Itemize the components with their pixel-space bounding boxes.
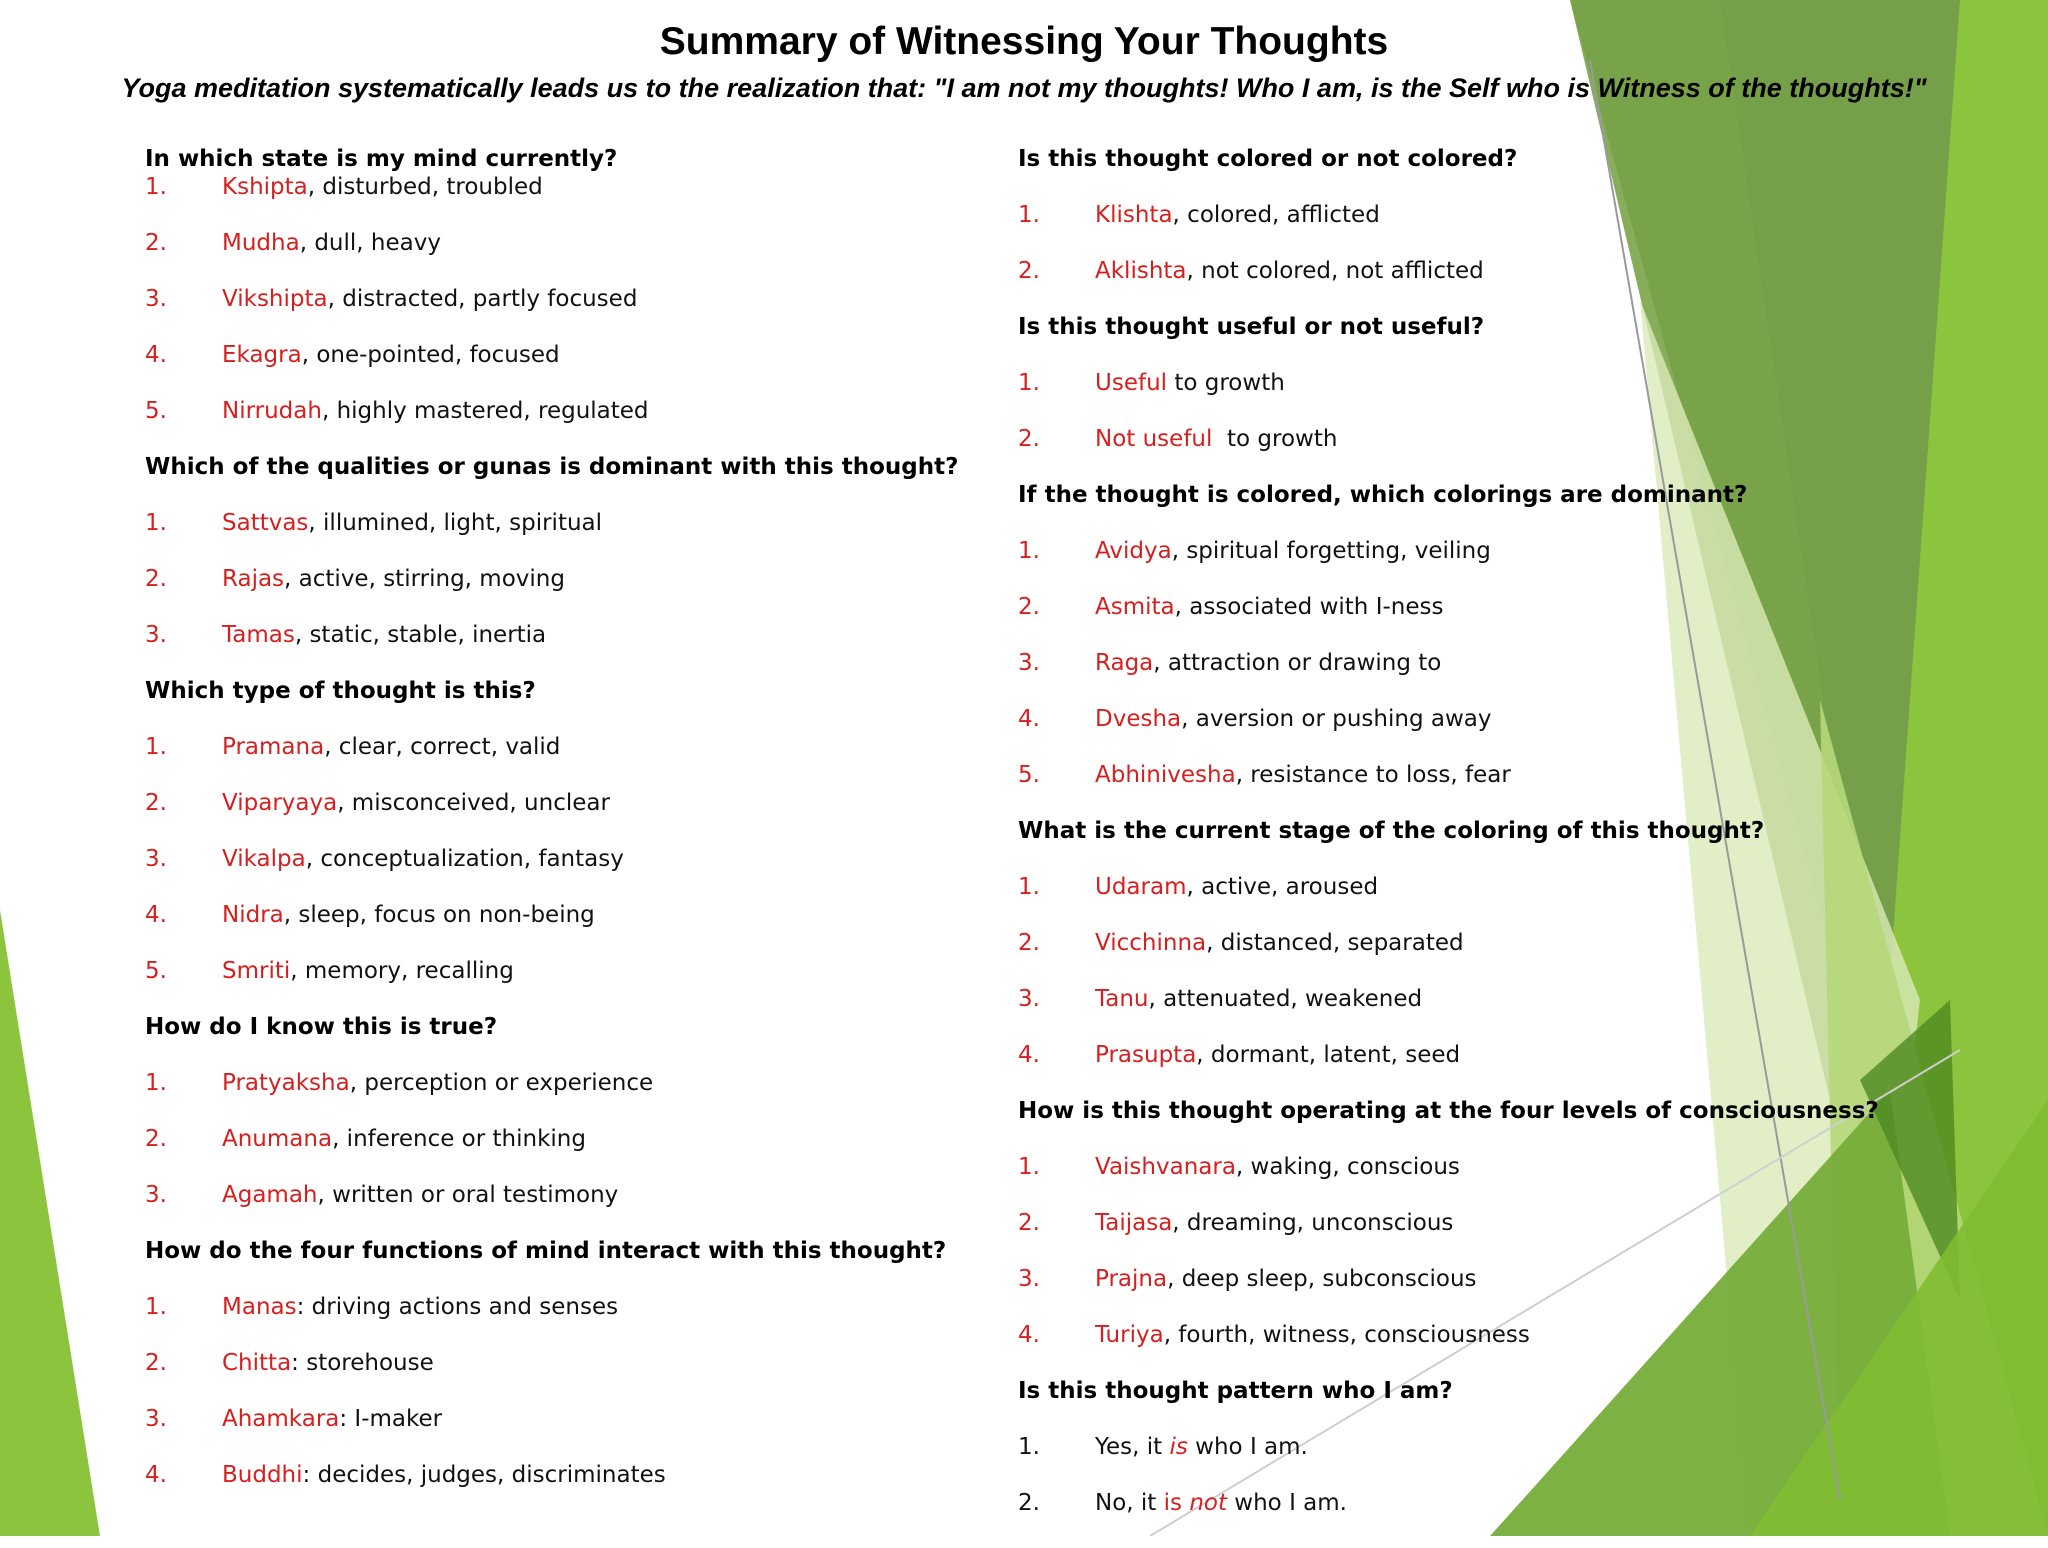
item-number: 4. xyxy=(1018,706,1040,732)
item-text xyxy=(1095,540,1491,563)
item-term: Kshipta xyxy=(222,174,308,200)
list-item xyxy=(145,1184,1145,1240)
item-number: 4. xyxy=(1018,1322,1040,1348)
item-term: Prajna xyxy=(1095,1266,1168,1292)
list-item xyxy=(145,1408,1145,1464)
list-item xyxy=(1018,708,2018,764)
item-description: , disturbed, troubled xyxy=(307,174,543,200)
item-term: Turiya xyxy=(1095,1322,1164,1348)
item-number: 1. xyxy=(1018,370,1040,396)
item-term: Manas xyxy=(222,1294,297,1320)
list-item xyxy=(1018,1212,2018,1268)
item-text xyxy=(222,1128,586,1151)
item-text xyxy=(1095,932,1464,955)
item-description: , illumined, light, spiritual xyxy=(308,510,603,536)
item-number: 2. xyxy=(1018,594,1040,620)
item-number: 1. xyxy=(1018,202,1040,228)
item-number: 3. xyxy=(145,1182,167,1208)
list-item xyxy=(145,568,1145,624)
item-term: Avidya xyxy=(1095,538,1172,564)
item-term: Raga xyxy=(1095,650,1154,676)
list-item xyxy=(1018,596,2018,652)
item-term: Ekagra xyxy=(222,342,302,368)
section-mind-functions xyxy=(145,1240,1145,1520)
item-text xyxy=(222,1296,618,1319)
item-number: 2. xyxy=(1018,258,1040,284)
item-term: Buddhi xyxy=(222,1462,303,1488)
item-number: 2. xyxy=(1018,930,1040,956)
list-item xyxy=(145,1296,1145,1352)
list-item xyxy=(145,1072,1145,1128)
list-item xyxy=(1018,988,2018,1044)
item-emphasis-italic: not xyxy=(1189,1490,1227,1516)
item-text xyxy=(1095,1492,1347,1515)
item-number: 2. xyxy=(1018,1490,1040,1516)
item-term: Vikalpa xyxy=(222,846,306,872)
item-number: 2. xyxy=(145,1350,167,1376)
section-heading: If the thought is colored, which colorings are dominant? xyxy=(1018,482,1748,508)
list-item xyxy=(1018,1324,2018,1380)
section-heading: How do the four functions of mind interact with this thought? xyxy=(145,1238,947,1264)
section-heading: Which of the qualities or gunas is dominant with this thought? xyxy=(145,454,959,480)
item-text xyxy=(1095,988,1422,1011)
list-item xyxy=(145,1128,1145,1184)
item-term: Abhinivesha xyxy=(1095,762,1236,788)
item-number: 1. xyxy=(1018,1154,1040,1180)
item-text xyxy=(1095,260,1484,283)
item-description: , sleep, focus on non-being xyxy=(283,902,595,928)
item-text xyxy=(222,1072,653,1095)
list-item xyxy=(1018,876,2018,932)
item-text xyxy=(1095,1324,1530,1347)
section-who-i-am xyxy=(1018,1380,2018,1548)
item-text xyxy=(1095,876,1378,899)
item-number: 5. xyxy=(1018,762,1040,788)
item-description: , waking, conscious xyxy=(1235,1154,1460,1180)
item-description: , not colored, not afflicted xyxy=(1186,258,1484,284)
list-item xyxy=(145,960,1145,1016)
item-description: : storehouse xyxy=(291,1350,434,1376)
item-number: 2. xyxy=(145,566,167,592)
item-description: , colored, afflicted xyxy=(1172,202,1380,228)
item-text xyxy=(1095,1044,1460,1067)
item-term: Viparyaya xyxy=(222,790,338,816)
item-description: , fourth, witness, consciousness xyxy=(1163,1322,1530,1348)
item-description: , dull, heavy xyxy=(299,230,441,256)
list-item xyxy=(1018,204,2018,260)
item-description: , one-pointed, focused xyxy=(301,342,560,368)
item-term: Anumana xyxy=(222,1126,333,1152)
item-number: 3. xyxy=(1018,986,1040,1012)
item-description: , written or oral testimony xyxy=(317,1182,619,1208)
section-heading: Is this thought colored or not colored? xyxy=(1018,146,1518,172)
item-term: Tamas xyxy=(222,622,295,648)
item-description: , attenuated, weakened xyxy=(1148,986,1423,1012)
item-number: 3. xyxy=(145,622,167,648)
item-number: 1. xyxy=(145,1294,167,1320)
item-number: 3. xyxy=(145,846,167,872)
item-term: Prasupta xyxy=(1095,1042,1197,1068)
item-text xyxy=(222,1408,442,1431)
item-text xyxy=(1095,1268,1477,1291)
item-description: , dormant, latent, seed xyxy=(1196,1042,1461,1068)
item-term: Agamah xyxy=(222,1182,318,1208)
list-item xyxy=(145,1464,1145,1520)
section-heading: Which type of thought is this? xyxy=(145,678,536,704)
list-item xyxy=(145,624,1145,680)
item-description: , static, stable, inertia xyxy=(294,622,547,648)
item-text xyxy=(1095,1436,1308,1459)
item-number: 1. xyxy=(1018,538,1040,564)
list-item xyxy=(1018,260,2018,316)
page-subtitle: Yoga meditation systematically leads us to the realization that: "I am not my thoughts! Who I am, is the Self who is Witness of the thoughts!" xyxy=(121,73,1927,103)
section-heading: In which state is my mind currently? xyxy=(145,146,618,172)
item-term: Pramana xyxy=(222,734,325,760)
right-column xyxy=(1018,148,2018,1548)
list-item xyxy=(145,344,1145,400)
item-term: Dvesha xyxy=(1095,706,1182,732)
list-item xyxy=(1018,932,2018,988)
item-term: Vaishvanara xyxy=(1095,1154,1236,1180)
list-item xyxy=(145,736,1145,792)
section-colorings xyxy=(1018,484,2018,820)
item-text xyxy=(222,344,560,367)
section-thought-type xyxy=(145,680,1145,1016)
item-term: Klishta xyxy=(1095,202,1173,228)
item-number: 4. xyxy=(145,342,167,368)
list-item xyxy=(145,1352,1145,1408)
item-description: : decides, judges, discriminates xyxy=(302,1462,666,1488)
item-text xyxy=(222,624,546,647)
item-number: 2. xyxy=(145,790,167,816)
item-text xyxy=(222,568,565,591)
item-term: Smriti xyxy=(222,958,291,984)
item-number: 2. xyxy=(145,1126,167,1152)
section-heading: How is this thought operating at the four levels of consciousness? xyxy=(1018,1098,1879,1124)
item-number: 1. xyxy=(1018,1434,1040,1460)
item-description: to growth xyxy=(1167,370,1285,396)
item-text-part: Yes, it xyxy=(1095,1434,1170,1460)
item-number: 5. xyxy=(145,958,167,984)
item-description: : driving actions and senses xyxy=(296,1294,619,1320)
item-number: 1. xyxy=(1018,874,1040,900)
item-number: 1. xyxy=(145,1070,167,1096)
item-description: , misconceived, unclear xyxy=(337,790,610,816)
section-heading: Is this thought pattern who I am? xyxy=(1018,1378,1453,1404)
item-term: Chitta xyxy=(222,1350,292,1376)
item-description: , memory, recalling xyxy=(290,958,514,984)
list-item xyxy=(145,512,1145,568)
item-description: , deep sleep, subconscious xyxy=(1167,1266,1477,1292)
item-number: 4. xyxy=(145,902,167,928)
item-term: Useful xyxy=(1095,370,1168,396)
item-text xyxy=(222,1184,618,1207)
section-heading: Is this thought useful or not useful? xyxy=(1018,314,1485,340)
item-description: : I-maker xyxy=(339,1406,443,1432)
section-useful xyxy=(1018,316,2018,484)
item-description: , conceptualization, fantasy xyxy=(305,846,624,872)
item-description: , clear, correct, valid xyxy=(324,734,561,760)
list-item xyxy=(145,288,1145,344)
item-text xyxy=(222,848,624,871)
item-text-part: who I am. xyxy=(1226,1490,1347,1516)
item-text xyxy=(1095,204,1380,227)
item-text xyxy=(222,736,560,759)
item-number: 2. xyxy=(145,230,167,256)
item-text xyxy=(222,960,514,983)
list-item xyxy=(1018,764,2018,820)
item-text xyxy=(1095,1156,1460,1179)
item-text xyxy=(222,176,543,199)
item-text xyxy=(222,904,595,927)
item-description: , perception or experience xyxy=(349,1070,654,1096)
item-text xyxy=(222,1464,666,1487)
list-item xyxy=(145,232,1145,288)
list-item xyxy=(145,400,1145,456)
item-description: , spiritual forgetting, veiling xyxy=(1171,538,1491,564)
item-description: , resistance to loss, fear xyxy=(1235,762,1511,788)
item-text xyxy=(222,232,441,255)
item-term: Vicchinna xyxy=(1095,930,1207,956)
item-term: Mudha xyxy=(222,230,300,256)
item-term: Asmita xyxy=(1095,594,1175,620)
list-item xyxy=(1018,1044,2018,1100)
item-number: 3. xyxy=(1018,1266,1040,1292)
list-item xyxy=(1018,540,2018,596)
item-term: Vikshipta xyxy=(222,286,328,312)
section-knowing-truth xyxy=(145,1016,1145,1240)
item-term: Nidra xyxy=(222,902,284,928)
item-term: Sattvas xyxy=(222,510,309,536)
item-number: 4. xyxy=(145,1462,167,1488)
list-item xyxy=(145,904,1145,960)
item-text-part: who I am. xyxy=(1187,1434,1308,1460)
list-item xyxy=(145,848,1145,904)
item-text-part: No, it xyxy=(1095,1490,1164,1516)
section-colored xyxy=(1018,148,2018,316)
item-description: , associated with I-ness xyxy=(1174,594,1444,620)
item-description: , highly mastered, regulated xyxy=(321,398,649,424)
page-title: Summary of Witnessing Your Thoughts xyxy=(659,20,1389,63)
item-text xyxy=(222,792,610,815)
item-description: , aversion or pushing away xyxy=(1181,706,1492,732)
item-number: 1. xyxy=(145,510,167,536)
item-number: 3. xyxy=(145,1406,167,1432)
section-mind-state xyxy=(145,148,1145,456)
item-term: Not useful xyxy=(1095,426,1213,452)
list-item xyxy=(1018,1436,2018,1492)
item-number: 5. xyxy=(145,398,167,424)
item-emphasis: is xyxy=(1163,1490,1190,1516)
item-number: 2. xyxy=(1018,426,1040,452)
item-number: 1. xyxy=(145,174,167,200)
item-text xyxy=(222,1352,434,1375)
item-number: 1. xyxy=(145,734,167,760)
item-term: Pratyaksha xyxy=(222,1070,350,1096)
section-consciousness-levels xyxy=(1018,1100,2018,1380)
section-heading: What is the current stage of the coloring of this thought? xyxy=(1018,818,1765,844)
item-text xyxy=(1095,764,1511,787)
item-number: 2. xyxy=(1018,1210,1040,1236)
list-item xyxy=(145,176,1145,232)
item-description: to growth xyxy=(1212,426,1338,452)
left-column xyxy=(145,148,1145,1520)
item-number: 3. xyxy=(1018,650,1040,676)
item-term: Rajas xyxy=(222,566,285,592)
item-description: , active, aroused xyxy=(1186,874,1379,900)
section-heading: How do I know this is true? xyxy=(145,1014,498,1040)
item-text xyxy=(222,512,602,535)
item-number: 4. xyxy=(1018,1042,1040,1068)
item-description: , attraction or drawing to xyxy=(1153,650,1442,676)
item-description: , active, stirring, moving xyxy=(284,566,565,592)
item-text xyxy=(1095,596,1443,619)
item-text xyxy=(1095,428,1337,451)
item-text xyxy=(1095,652,1441,675)
item-term: Tanu xyxy=(1095,986,1149,1012)
section-gunas xyxy=(145,456,1145,680)
item-description: , inference or thinking xyxy=(332,1126,586,1152)
green-facet-left xyxy=(0,910,100,1536)
item-term: Udaram xyxy=(1095,874,1187,900)
item-description: , distracted, partly focused xyxy=(327,286,638,312)
list-item xyxy=(145,792,1145,848)
item-text xyxy=(222,400,649,423)
list-item xyxy=(1018,652,2018,708)
item-term: Taijasa xyxy=(1095,1210,1173,1236)
item-text xyxy=(222,288,637,311)
item-term: Ahamkara xyxy=(222,1406,340,1432)
item-text xyxy=(1095,1212,1453,1235)
item-text xyxy=(1095,708,1491,731)
list-item xyxy=(1018,1492,2018,1548)
list-item xyxy=(1018,372,2018,428)
section-coloring-stage xyxy=(1018,820,2018,1100)
item-text xyxy=(1095,372,1285,395)
item-number: 3. xyxy=(145,286,167,312)
item-description: , dreaming, unconscious xyxy=(1172,1210,1454,1236)
list-item xyxy=(1018,1156,2018,1212)
item-term: Nirrudah xyxy=(222,398,322,424)
list-item xyxy=(1018,428,2018,484)
list-item xyxy=(1018,1268,2018,1324)
item-emphasis: is xyxy=(1169,1434,1188,1460)
item-term: Aklishta xyxy=(1095,258,1187,284)
item-description: , distanced, separated xyxy=(1206,930,1464,956)
